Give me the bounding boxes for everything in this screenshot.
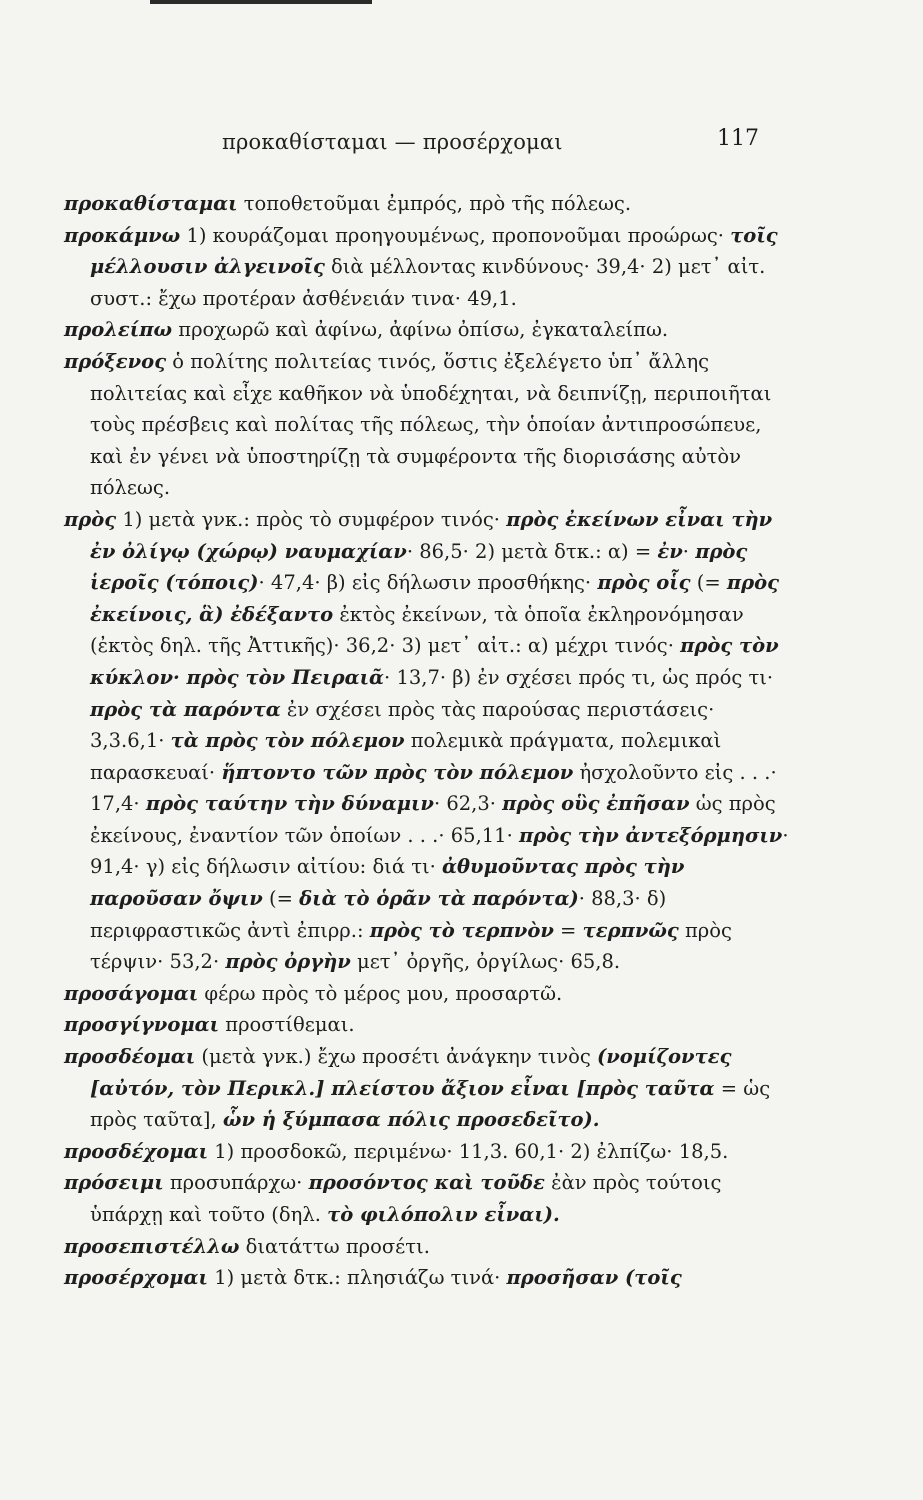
entry-headword: προσάγομαι <box>64 981 199 1005</box>
entry-quotation: τοῖς μέλλουσιν ἀλγεινοῖς <box>90 223 778 279</box>
entry-definition-text: · 86,5· 2) μετὰ δτκ.: α) = <box>406 539 658 563</box>
entry-definition-text: = <box>553 918 583 942</box>
entry-definition-text: μετ᾽ ὀργῆς, ὀργίλως· 65,8. <box>350 950 621 974</box>
entry-definition-text: (= <box>262 887 300 911</box>
entry-definition-text: · 47,4· β) εἰς δήλωσιν προσθήκης· <box>258 571 598 595</box>
entry-quotation: τὸ φιλόπολιν εἶναι). <box>327 1203 560 1226</box>
entry-quotation: ἥπτοντο τῶν πρὸς τὸν πόλεμον <box>221 760 574 784</box>
entry-quotation: πρὸς τὰ παρόντα <box>90 697 281 721</box>
entry-definition-text: προστίθεμαι. <box>219 1013 355 1037</box>
entry-definition-text: · 62,3· <box>433 792 503 816</box>
entry-definition-text: διὰ μέλλοντας κινδύνους· 39,4· 2) μετ᾽ αἰτ. συστ.: ἔχω προτέραν ἀσθένειάν τινα· 49,1. <box>90 255 766 310</box>
entry-definition-text: ἠσχολοῦντο εἰς . . .· 17,4· <box>90 760 777 816</box>
entry-quotation: διὰ τὸ ὁρᾶν τὰ παρόντα) <box>299 887 579 911</box>
entry-headword: προσδέχομαι <box>64 1139 209 1163</box>
entry-headword: προκαθίσταμαι <box>64 192 238 215</box>
entry-definition-text: ὁ πολίτης πολιτείας τινός, ὅστις ἐξελέγετο ὑπ᾽ ἄλλης πολιτείας καὶ εἶχε καθῆκον νὰ ὑποδέχηται, νὰ δειπνίζῃ, περιποιῆται τοὺς πρέσβεις καὶ πολίτας τῆς πόλεως, τὴν ὁποίαν ἀντιπροσώπευε, καὶ ἐν γένει νὰ ὑποστηρίζῃ τὰ συμφέροντα τῆς διορισάσης αὐτὸν πόλεως. <box>90 349 772 500</box>
dictionary-entry <box>64 1167 794 1230</box>
entry-definition-text: (μετὰ γνκ.) ἔχω προσέτι ἀνάγκην τινὸς <box>195 1045 598 1069</box>
page-header-title: προκαθίσταμαι — προσέρχομαι <box>222 130 563 154</box>
entry-headword: πρόξενος <box>64 349 167 373</box>
entry-headword: προσεπιστέλλω <box>64 1234 240 1258</box>
dictionary-entry <box>64 220 794 315</box>
entry-definition-text: ἐκτὸς ἐκείνων, τὰ ὁποῖα ἐκληρονόμησαν (ἐκτὸς δηλ. τῆς Ἀττικῆς)· 36,2· 3) μετ᾽ αἰτ.: α) μέχρι τινός· <box>90 602 744 658</box>
entry-definition-text: πρὸς τέρψιν· 53,2· <box>90 918 732 974</box>
dictionary-entry <box>64 1262 794 1294</box>
entry-definition-text: 1) προσδοκῶ, περιμένω· 11,3. 60,1· 2) ἐλπίζω· 18,5. <box>208 1139 729 1163</box>
entry-definition-text: προσυπάρχω· <box>163 1171 309 1195</box>
dictionary-entry <box>64 346 794 504</box>
dictionary-entries <box>64 188 794 1294</box>
entry-quotation: ἐν <box>657 539 683 563</box>
entry-quotation: προσῆσαν (τοῖς <box>506 1266 682 1290</box>
entry-quotation: ὧν ἡ ξύμπασα πόλις προσεδεῖτο). <box>222 1108 600 1132</box>
entry-definition-text: · 91,4· γ) εἰς δήλωσιν αἰτίου: διά τι· <box>90 823 789 879</box>
entry-definition-text: 1) μετὰ δτκ.: πλησιάζω τινά· <box>208 1266 507 1290</box>
entry-quotation: πρὸς τὸν κύκλον· πρὸς τὸν Πειραιᾶ <box>90 634 779 689</box>
dictionary-entry <box>64 1041 794 1136</box>
entry-headword: προλείπω <box>64 318 173 342</box>
entry-quotation: πρὸς τὸ τερπνὸν <box>369 918 554 942</box>
entry-quotation: ἀθυμοῦντας πρὸς τὴν παροῦσαν ὄψιν <box>90 855 685 911</box>
entry-quotation: πρὸς ἱεροῖς (τόποις) <box>90 539 748 595</box>
entry-definition-text: φέρω πρὸς τὸ μέρος μου, προσαρτῶ. <box>198 981 563 1005</box>
dictionary-entry <box>64 1231 794 1263</box>
entry-quotation: (νομίζοντες [αὐτόν, τὸν Περικλ.] πλείστου ἄξιον εἶναι [πρὸς ταῦτα <box>90 1045 732 1100</box>
entry-quotation: πρὸς ἐκείνοις, ἃ) ἐδέξαντο <box>90 571 780 626</box>
entry-quotation: προσόντος καὶ τοῦδε <box>308 1171 545 1195</box>
entry-headword: πρὸς <box>64 507 117 531</box>
dictionary-entry <box>64 188 794 220</box>
entry-definition-text: προχωρῶ καὶ ἀφίνω, ἀφίνω ὀπίσω, ἐγκαταλείπω. <box>172 318 669 342</box>
entry-quotation: πρὸς ταύτην τὴν δύναμιν <box>145 792 434 816</box>
top-edge-bar <box>150 0 372 4</box>
entry-headword: προσέρχομαι <box>64 1266 208 1290</box>
dictionary-entry <box>64 978 794 1010</box>
entry-headword: πρόσειμι <box>64 1171 164 1195</box>
entry-definition-text: (= <box>690 571 727 595</box>
dictionary-entry <box>64 1009 794 1041</box>
entry-definition-text: · 88,3· δ) περιφραστικῶς ἀντὶ ἐπιρρ.: <box>90 887 667 942</box>
page-number: 117 <box>717 126 759 151</box>
entry-definition-text: = ὡς πρὸς ταῦτα], <box>90 1076 771 1132</box>
entry-quotation: πρὸς οὓς ἐπῆσαν <box>502 792 690 816</box>
entry-quotation: τερπνῶς <box>582 918 679 942</box>
entry-headword: προσγίγνομαι <box>64 1013 220 1037</box>
entry-definition-text: ἐν σχέσει πρὸς τὰς παρούσας περιστάσεις· 3,3.6,1· <box>90 697 715 753</box>
dictionary-entry <box>64 504 794 978</box>
entry-quotation: πρὸς οἷς <box>597 571 691 595</box>
entry-definition-text: ἐὰν πρὸς τούτοις ὑπάρχῃ καὶ τοῦτο (δηλ. <box>90 1171 722 1226</box>
entry-definition-text: 1) κουράζομαι προηγουμένως, προπονοῦμαι προώρως· <box>180 223 731 247</box>
entry-quotation: πρὸς ὀργὴν <box>225 950 351 974</box>
dictionary-entry <box>64 1136 794 1168</box>
entry-definition-text: 1) μετὰ γνκ.: πρὸς τὸ συμφέρον τινός· <box>116 507 507 531</box>
entry-quotation: πρὸς ἐκείνων εἶναι τὴν ἐν ὀλίγῳ (χώρῳ) ναυμαχίαν <box>90 507 773 563</box>
entry-headword: προκάμνω <box>64 223 181 247</box>
entry-definition-text: διατάττω προσέτι. <box>239 1234 430 1258</box>
entry-headword: προσδέομαι <box>64 1045 196 1069</box>
entry-definition-text: πολεμικὰ πράγματα, πολεμικαὶ παρασκευαί· <box>90 729 722 784</box>
entry-definition-text: · 13,7· β) ἐν σχέσει πρός τι, ὡς πρός τι· <box>384 665 774 689</box>
entry-quotation: πρὸς τὴν ἀντεξόρμησιν <box>518 823 783 847</box>
dictionary-entry <box>64 314 794 346</box>
entry-quotation: τὰ πρὸς τὸν πόλεμον <box>170 729 405 753</box>
entry-definition-text: τοποθετοῦμαι ἐμπρός, πρὸ τῆς πόλεως. <box>237 192 632 215</box>
entry-definition-text: ὡς πρὸς ἐκείνους, ἐναντίον τῶν ὁποίων . . .· 65,11· <box>90 792 776 847</box>
entry-definition-text: · <box>682 539 696 563</box>
